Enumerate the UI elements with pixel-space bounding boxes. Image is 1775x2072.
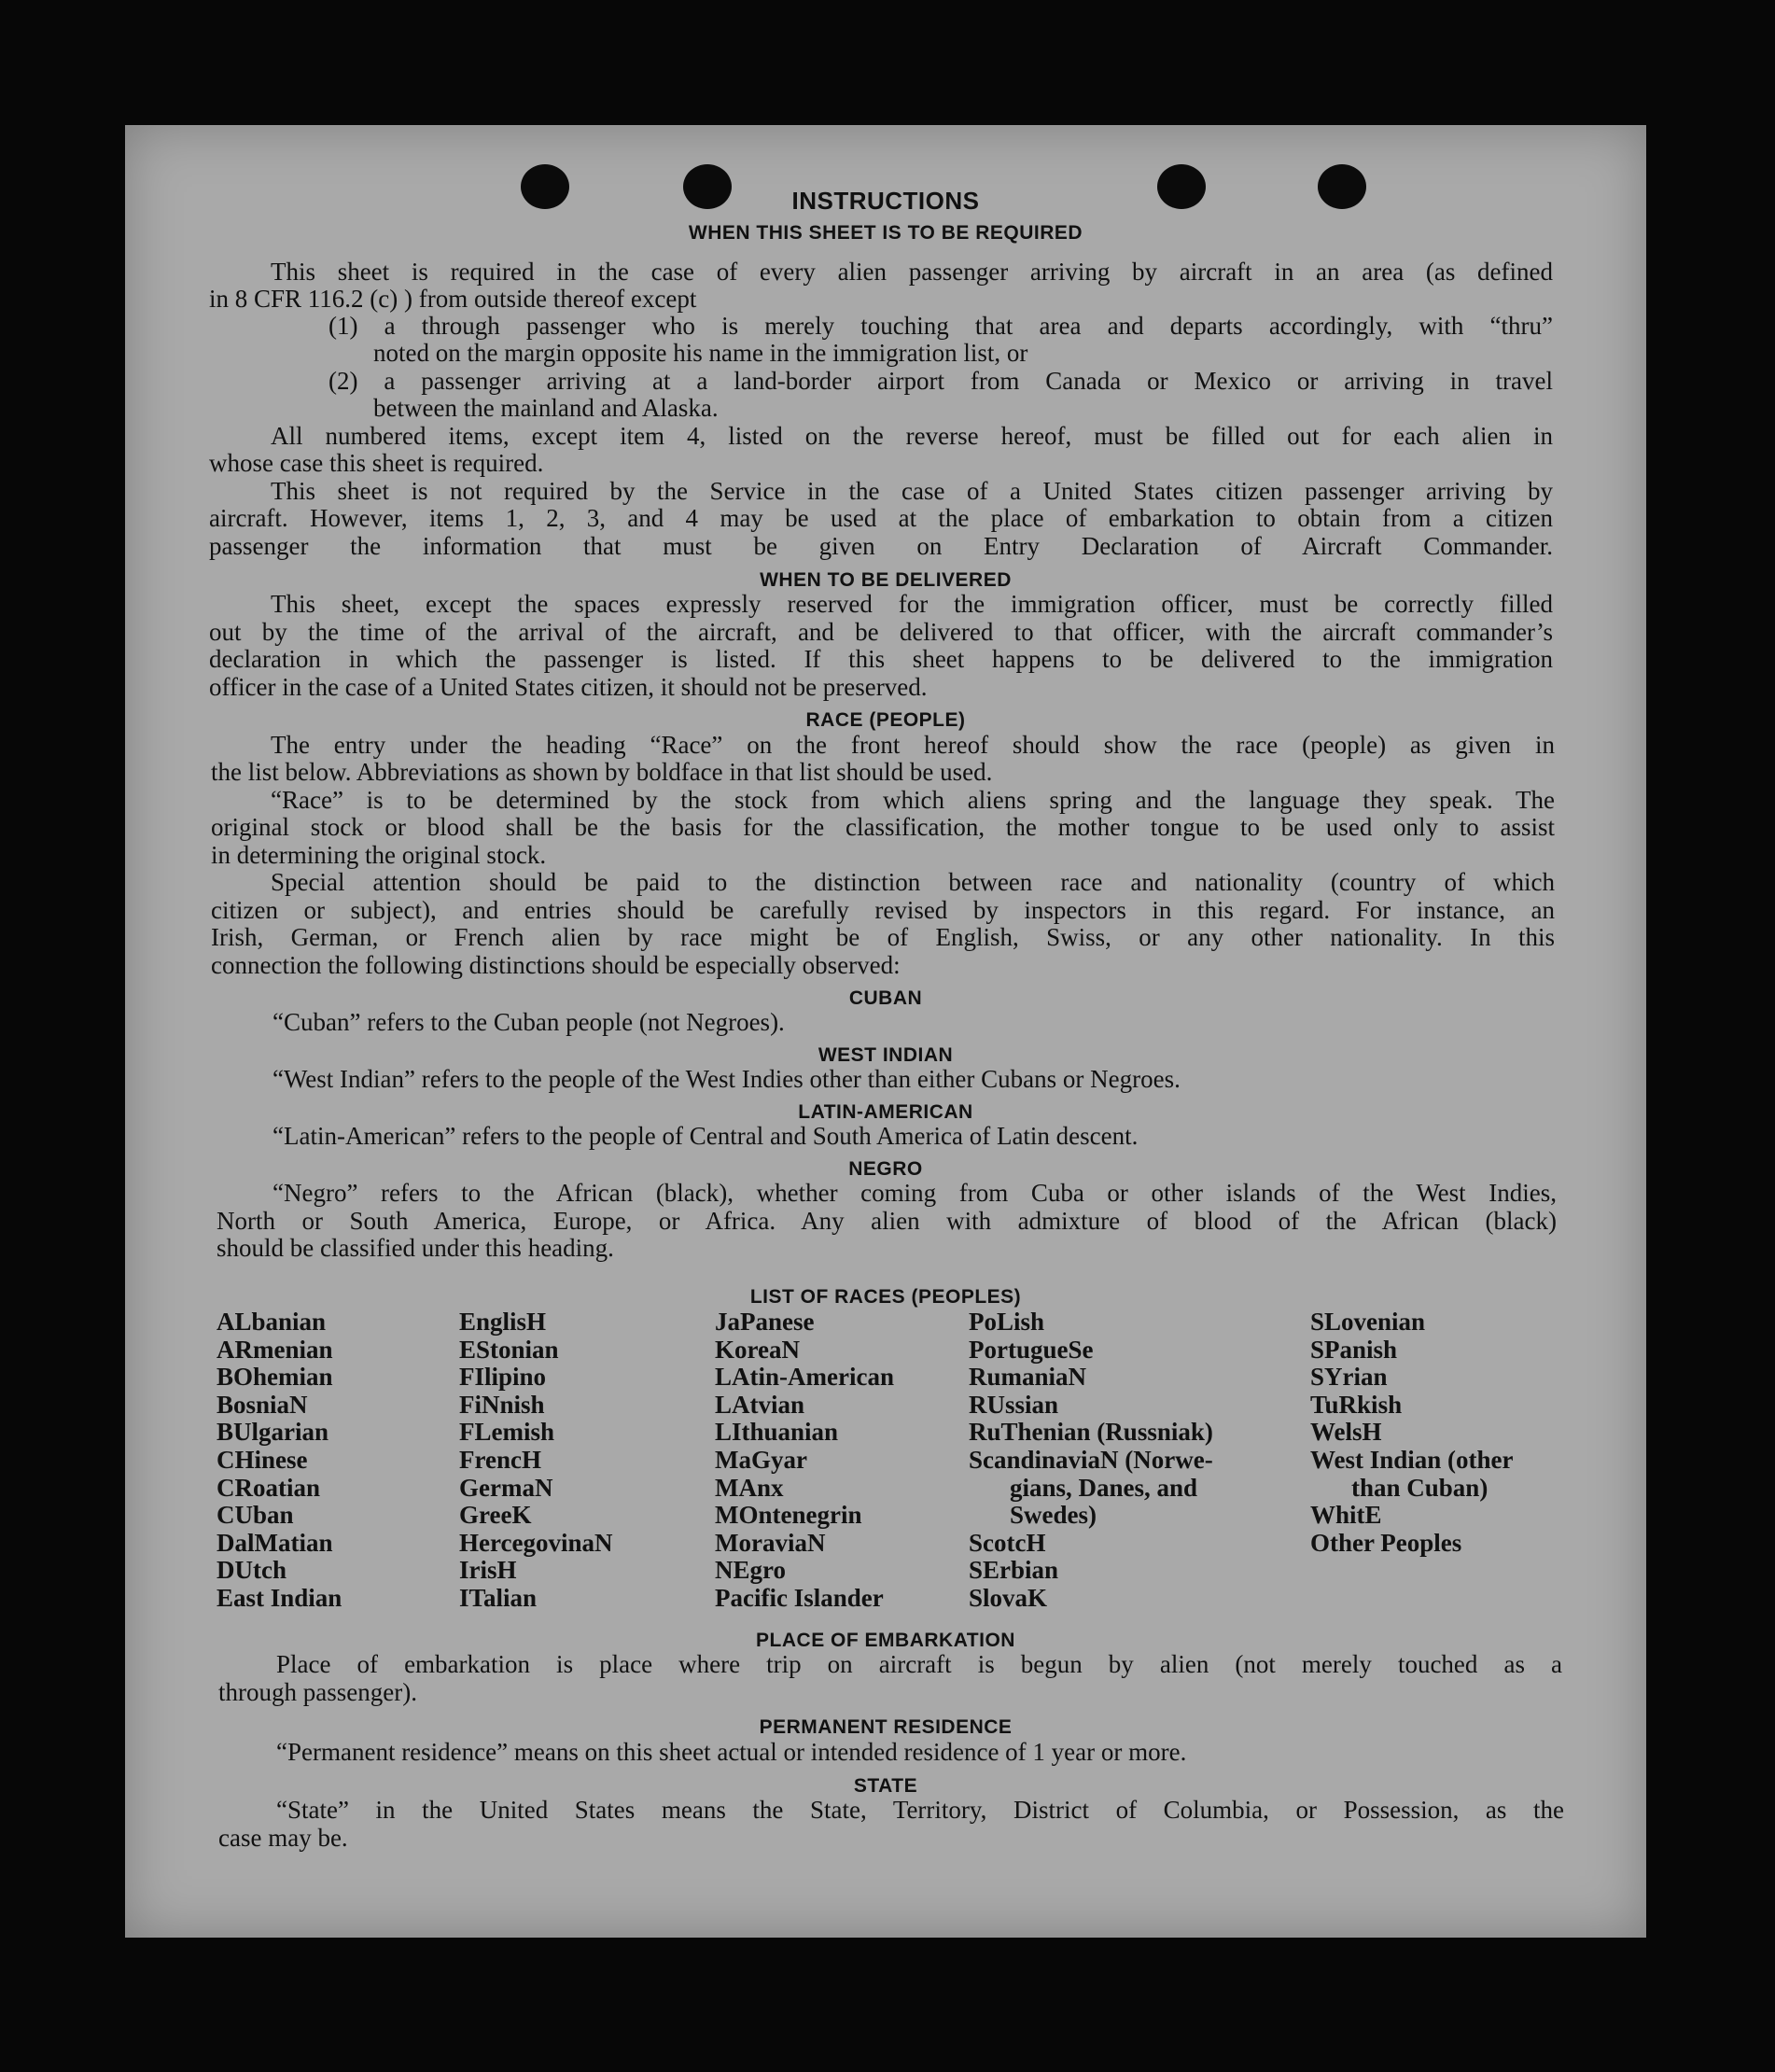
race-entry: CRoatian <box>217 1473 321 1502</box>
race-entry: than Cuban) <box>1351 1473 1488 1502</box>
race-entry: CUban <box>217 1501 294 1530</box>
race-entry: IrisH <box>459 1556 517 1585</box>
race-entry: WelsH <box>1310 1418 1382 1447</box>
race-entry: ITalian <box>459 1583 538 1612</box>
section-heading: WHEN THIS SHEET IS TO BE REQUIRED <box>688 222 1083 244</box>
race-entry: BUlgarian <box>217 1418 329 1447</box>
paragraph-line: North or South America, Europe, or Africa. Any alien with admixture of blood of the African (black) <box>217 1207 1557 1235</box>
race-entry: TuRkish <box>1310 1390 1403 1419</box>
paragraph-line: The entry under the heading “Race” on the front hereof should show the race (people) as given in <box>271 731 1555 759</box>
race-entry: SErbian <box>969 1556 1059 1585</box>
paragraph-line: officer in the case of a United States citizen, it should not be preserved. <box>209 673 928 701</box>
section-heading: PLACE OF EMBARKATION <box>756 1630 1015 1651</box>
race-column <box>1310 1309 1514 1557</box>
paragraph-line: Irish, German, or French alien by race might be of English, Swiss, or any other nationality. In this <box>211 923 1555 951</box>
document-sheet <box>125 125 1646 1938</box>
race-entry: DalMatian <box>217 1528 333 1557</box>
paragraph-line: (1) a through passenger who is merely touching that area and departs accordingly, with “thru” <box>328 312 1553 340</box>
race-entry: NEgro <box>715 1556 787 1585</box>
race-entry: KoreaN <box>715 1335 800 1364</box>
race-column <box>217 1309 342 1613</box>
page-title: INSTRUCTIONS <box>791 187 980 215</box>
paragraph-line: citizen or subject), and entries should be carefully revised by inspectors in this regard. For instance, an <box>211 896 1555 924</box>
race-entry: GermaN <box>459 1473 553 1502</box>
paragraph-line: “Negro” refers to the African (black), whether coming from Cuba or other islands of the West Indies, <box>273 1179 1557 1207</box>
race-entry: ScotcH <box>969 1528 1046 1557</box>
race-entry: LAtin-American <box>715 1363 894 1392</box>
paragraph-line: passenger the information that must be given on Entry Declaration of Aircraft Commander. <box>209 532 1553 560</box>
race-entry: EStonian <box>459 1335 559 1364</box>
paragraph-line: through passenger). <box>218 1678 417 1706</box>
paragraph-line: “State” in the United States means the State, Territory, District of Columbia, or Possession, as the <box>276 1796 1564 1824</box>
race-entry: PoLish <box>969 1308 1045 1336</box>
paragraph-line: “Race” is to be determined by the stock from which aliens spring and the language they speak. The <box>271 786 1555 814</box>
paragraph-line: This sheet, except the spaces expressly reserved for the immigration officer, must be correctly filled <box>271 590 1553 618</box>
race-entry: WhitE <box>1310 1501 1382 1530</box>
paragraph-line: connection the following distinctions should be especially observed: <box>211 951 901 979</box>
race-entry: ScandinaviaN (Norwe- <box>969 1445 1213 1474</box>
paragraph-line: original stock or blood shall be the basis for the classification, the mother tongue to be used only to assist <box>211 813 1555 841</box>
race-entry: EnglisH <box>459 1308 547 1336</box>
paragraph-line: All numbered items, except item 4, listed on the reverse hereof, must be filled out for each alien in <box>271 422 1553 450</box>
paragraph-line: in determining the original stock. <box>211 841 547 869</box>
race-entry: ARmenian <box>217 1335 333 1364</box>
paragraph-line: “Permanent residence” means on this sheet actual or intended residence of 1 year or more. <box>276 1738 1187 1766</box>
section-heading: WEST INDIAN <box>818 1044 954 1066</box>
race-entry: MaGyar <box>715 1445 807 1474</box>
race-entry: SlovaK <box>969 1583 1048 1612</box>
race-entry: JaPanese <box>715 1308 815 1336</box>
paragraph-line: case may be. <box>218 1824 348 1852</box>
race-column <box>459 1309 612 1613</box>
race-entry: SYrian <box>1310 1363 1388 1392</box>
race-entry: BosniaN <box>217 1390 308 1419</box>
race-entry: ALbanian <box>217 1308 327 1336</box>
paragraph-line: This sheet is required in the case of every alien passenger arriving by aircraft in an area (as defined <box>271 258 1553 286</box>
section-heading: NEGRO <box>848 1158 923 1180</box>
paragraph-line: “Latin-American” refers to the people of Central and South America of Latin descent. <box>273 1122 1139 1150</box>
race-entry: SPanish <box>1310 1335 1398 1364</box>
paragraph-line: Special attention should be paid to the distinction between race and nationality (country of which <box>271 868 1555 896</box>
race-entry: SLovenian <box>1310 1308 1426 1336</box>
race-entry: MoraviaN <box>715 1528 826 1557</box>
paragraph-line: in 8 CFR 116.2 (c) ) from outside thereof except <box>209 285 697 313</box>
section-heading: PERMANENT RESIDENCE <box>759 1716 1013 1738</box>
race-entry: HercegovinaN <box>459 1528 613 1557</box>
section-heading: CUBAN <box>848 987 923 1009</box>
section-heading: RACE (PEOPLE) <box>805 709 966 731</box>
race-entry: Swedes) <box>1010 1501 1097 1530</box>
race-entry: RUssian <box>969 1390 1059 1419</box>
paragraph-line: “Cuban” refers to the Cuban people (not Negroes). <box>273 1008 785 1036</box>
race-entry: LIthuanian <box>715 1418 839 1447</box>
race-entry: RumaniaN <box>969 1363 1087 1392</box>
paragraph-line: (2) a passenger arriving at a land-border airport from Canada or Mexico or arriving in travel <box>328 367 1553 395</box>
paragraph-line: “West Indian” refers to the people of the West Indies other than either Cubans or Negroes. <box>273 1065 1181 1093</box>
paragraph-line: Place of embarkation is place where trip on aircraft is begun by alien (not merely touched as a <box>276 1650 1562 1678</box>
section-heading: STATE <box>853 1775 918 1797</box>
race-entry: FIlipino <box>459 1363 547 1392</box>
paragraph-line: declaration in which the passenger is listed. If this sheet happens to be delivered to the immigration <box>209 645 1553 673</box>
race-entry: GreeK <box>459 1501 532 1530</box>
race-entry: DUtch <box>217 1556 287 1585</box>
race-entry: Pacific Islander <box>715 1583 884 1612</box>
paragraph-line: out by the time of the arrival of the aircraft, and be delivered to that officer, with the aircraft commander’s <box>209 618 1553 646</box>
race-entry: West Indian (other <box>1310 1445 1514 1474</box>
paragraph-line: between the mainland and Alaska. <box>373 394 719 422</box>
race-entry: FrencH <box>459 1445 541 1474</box>
race-entry: MOntenegrin <box>715 1501 862 1530</box>
race-entry: East Indian <box>217 1583 342 1612</box>
paragraph-line: whose case this sheet is required. <box>209 449 544 477</box>
paragraph-line: should be classified under this heading. <box>217 1234 614 1262</box>
race-entry: PortugueSe <box>969 1335 1094 1364</box>
race-column <box>969 1309 1213 1613</box>
paragraph-line: the list below. Abbreviations as shown by boldface in that list should be used. <box>211 758 993 786</box>
race-entry: CHinese <box>217 1445 308 1474</box>
race-entry: Other Peoples <box>1310 1528 1462 1557</box>
paragraph-line: aircraft. However, items 1, 2, 3, and 4 may be used at the place of embarkation to obtain from a citizen <box>209 504 1553 532</box>
section-heading: LATIN-AMERICAN <box>798 1101 973 1123</box>
race-entry: BOhemian <box>217 1363 333 1392</box>
race-entry: FLemish <box>459 1418 555 1447</box>
list-heading: LIST OF RACES (PEOPLES) <box>749 1286 1022 1308</box>
race-entry: gians, Danes, and <box>1010 1473 1198 1502</box>
race-entry: MAnx <box>715 1473 784 1502</box>
race-entry: LAtvian <box>715 1390 805 1419</box>
paragraph-line: noted on the margin opposite his name in the immigration list, or <box>373 339 1028 367</box>
race-entry: FiNnish <box>459 1390 545 1419</box>
paragraph-line: This sheet is not required by the Service in the case of a United States citizen passenger arriving by <box>271 477 1553 505</box>
race-entry: RuThenian (Russniak) <box>969 1418 1213 1447</box>
section-heading: WHEN TO BE DELIVERED <box>760 569 1012 591</box>
race-column <box>715 1309 894 1613</box>
